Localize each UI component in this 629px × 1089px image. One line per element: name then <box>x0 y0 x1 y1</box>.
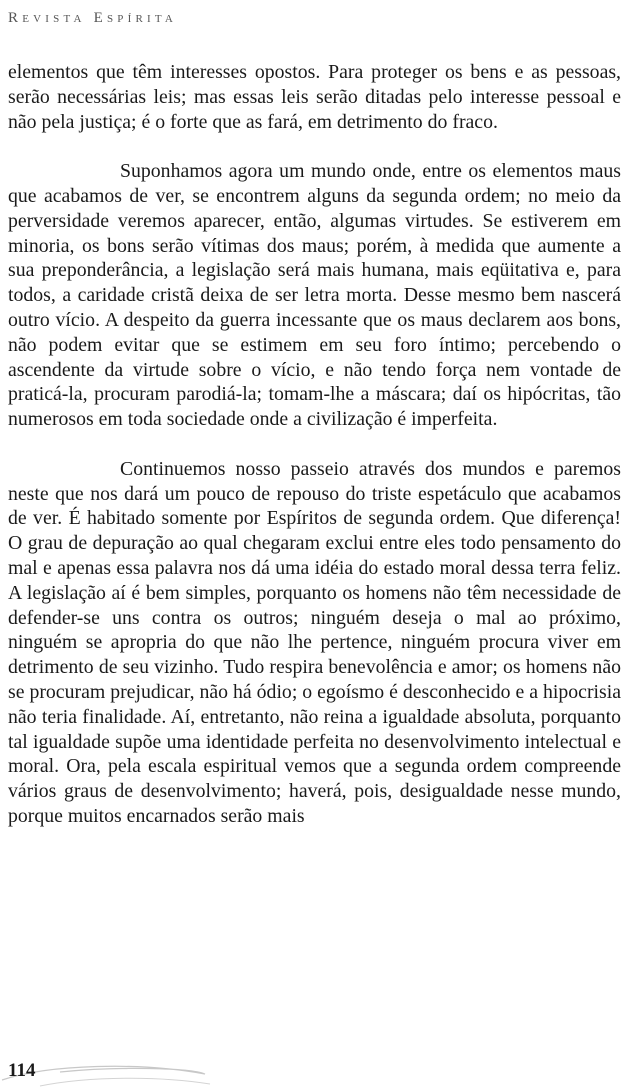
running-header: Revista Espírita <box>8 10 178 26</box>
page-number: 114 <box>8 1060 36 1081</box>
footer-swoosh-ornament <box>0 1058 260 1089</box>
paragraph: Suponhamos agora um mundo onde, entre os elementos maus que acabamos de ver, se encontrem alguns da segunda ordem; no meio da perversidade veremos aparecer, então, algumas virtudes. Se estiverem em minoria, os bons serão vítimas dos maus; porém, à medida que aumente a sua preponderância, a legislação será mais humana, mais eqüitativa e, para todos, a caridade cristã deixa de ser letra morta. Desse mesmo bem nascerá outro vício. A despeito da guerra incessante que os maus declarem aos bons, não podem evitar que se estimem em seu foro íntimo; percebendo o ascendente da virtude sobre o vício, e não tendo força nem vontade de praticá-la, procuram parodiá-la; tomam-lhe a máscara; daí os hipócritas, tão numerosos em toda sociedade onde a civilização é imperfeita. <box>8 160 621 431</box>
body-text <box>8 60 621 829</box>
paragraph: Continuemos nosso passeio através dos mundos e paremos neste que nos dará um pouco de repouso do triste espetáculo que acabamos de ver. É habitado somente por Espíritos de segunda ordem. Que diferença! O grau de depuração ao qual chegaram exclui entre eles todo pensamento do mal e apenas essa palavra nos dá uma idéia do estado moral dessa terra feliz. A legislação aí é bem simples, porquanto os homens não têm necessidade de defender-se uns contra os outros; ninguém deseja o mal ao próximo, ninguém se apropria do que não lhe pertence, ninguém procura viver em detrimento de seu vizinho. Tudo respira benevolência e amor; os homens não se procuram prejudicar, não há ódio; o egoísmo é desconhecido e a hipocrisia não teria finalidade. Aí, entretanto, não reina a igualdade absoluta, porquanto tal igualdade supõe uma identidade perfeita no desenvolvimento intelectual e moral. Ora, pela escala espiritual vemos que a segunda ordem compreende vários graus de desenvolvimento; haverá, pois, desigualdade nesse mundo, porque muitos encarnados serão mais <box>8 457 621 827</box>
paragraph-continuation: elementos que têm interesses opostos. Para proteger os bens e as pessoas, serão necessárias leis; mas essas leis serão ditadas pelo interesse pessoal e não pela justiça; é o forte que as fará, em detrimento do fraco. <box>8 61 621 133</box>
